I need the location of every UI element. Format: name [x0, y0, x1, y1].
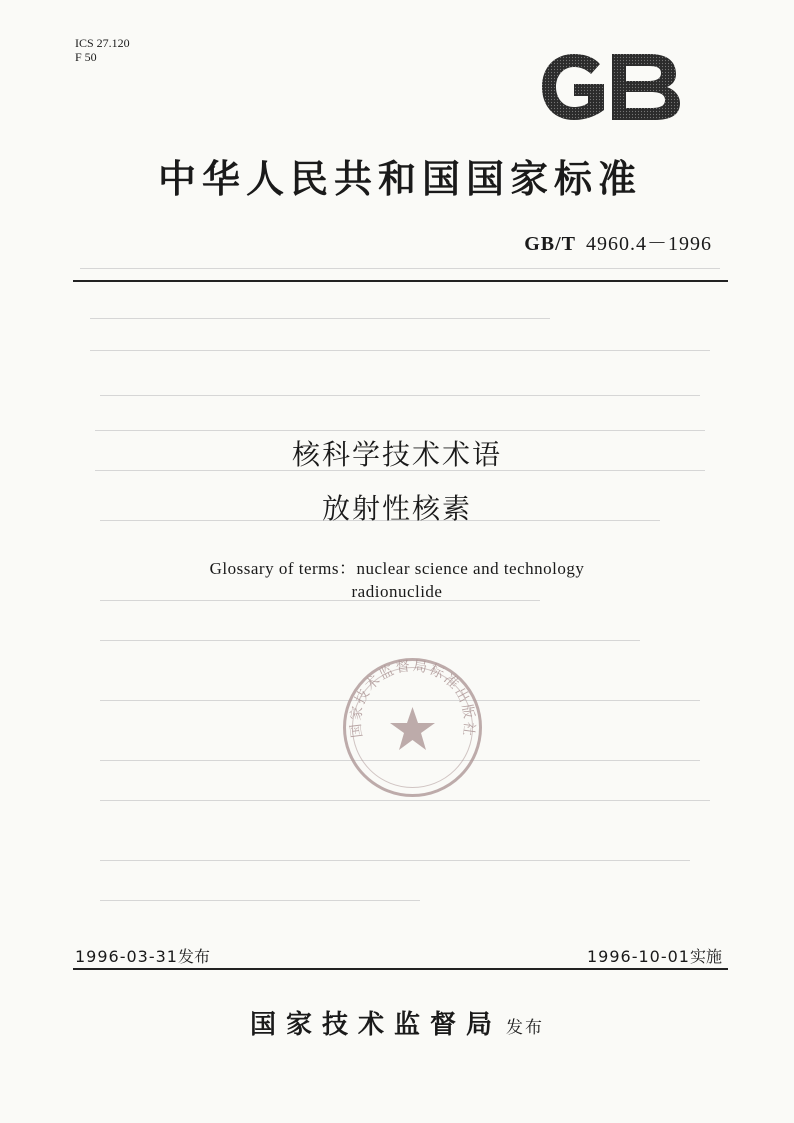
standard-code-prefix: GB/T	[524, 233, 576, 255]
english-title-line1: Glossary of terms：nuclear science and technology	[209, 559, 585, 578]
issue-date-value: 1996-03-31	[75, 947, 178, 966]
footer-rule	[73, 968, 728, 970]
gb-logo	[538, 50, 684, 124]
issuer-suffix: 发布	[506, 1018, 544, 1038]
chinese-title-line2: 放射性核素	[321, 492, 472, 525]
issue-date	[75, 944, 210, 967]
effective-date	[587, 944, 722, 967]
english-title-line2: radionuclide	[351, 582, 443, 601]
header-rule	[73, 280, 728, 282]
standard-number	[524, 227, 712, 256]
classification-codes	[75, 36, 130, 64]
ics-code: ICS 27.120	[75, 36, 130, 50]
effective-label: 实施	[689, 947, 722, 966]
effective-date-value: 1996-10-01	[587, 947, 690, 966]
official-seal	[340, 655, 485, 800]
issuer-name: 国家技术监督局	[249, 1010, 502, 1040]
chinese-title-line1: 核科学技术术语	[291, 438, 502, 471]
svg-text:国家技术监督局标准出版社: 国家技术监督局标准出版社	[348, 658, 477, 739]
issuing-authority	[0, 1004, 794, 1041]
ccs-code: F 50	[75, 50, 97, 64]
issue-label: 发布	[177, 947, 210, 966]
standard-code-number: 4960.4－1996	[586, 233, 712, 255]
standard-category-title: 中华人民共和国国家标准	[157, 156, 642, 201]
